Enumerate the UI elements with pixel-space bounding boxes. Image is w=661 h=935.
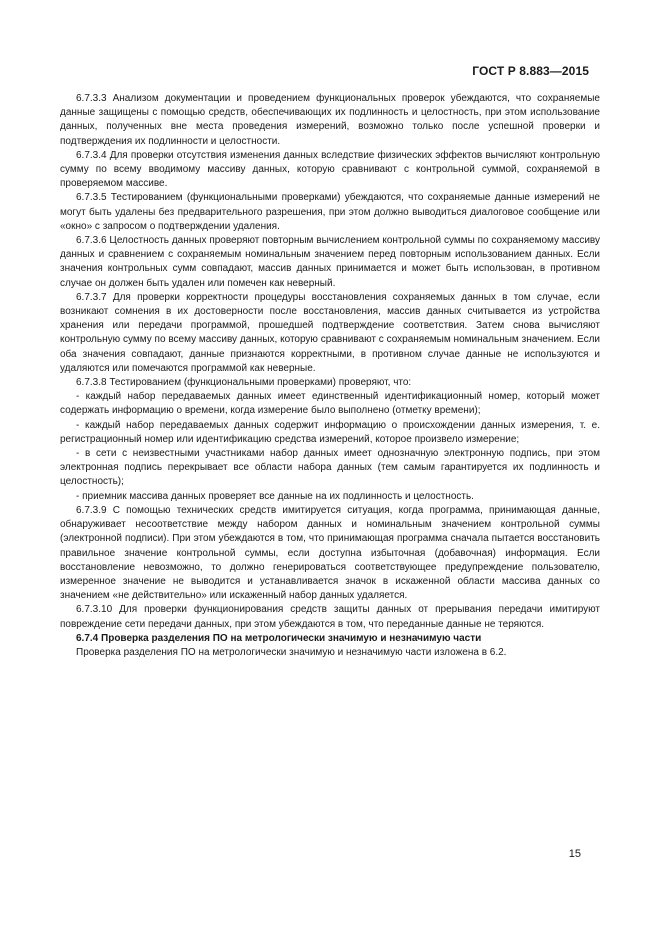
paragraph-6-7-3-6: 6.7.3.6 Целостность данных проверяют повторным вычислением контрольной суммы по сохраняемому массиву данных и сравнением с сохраняемым номинальным значением перед повторным использованием данных. Если значения контрольных сумм совпадают, массив данных принимается и может быть использован, в противном случае он должен быть удален или помечен как неверный. [60,235,600,289]
paragraph-6-7-3-4: 6.7.3.4 Для проверки отсутствия изменения данных вследствие физических эффектов вычисляют контрольную сумму по всему вводимому массиву данных, которую сравнивают с контрольной суммой, сохраняемой в проверяемом массиве. [60,149,600,190]
list-item: - каждый набор передаваемых данных содержит информацию о происхождении данных измерения, т. е. регистрационный номер или идентификацию средства измерений, которое произвело измерение; [60,419,600,445]
section-text-6-7-4: Проверка разделения ПО на метрологически значимую и незначимую части изложена в 6.2. [76,646,507,658]
page-number: 15 [568,848,581,860]
list-item: - приемник массива данных проверяет все данные на их подлинность и целостность. [76,490,474,502]
document-body [60,92,600,660]
section-heading-6-7-4: 6.7.4 Проверка разделения ПО на метрологически значимую и незначимую части [76,632,482,644]
paragraph-6-7-3-5: 6.7.3.5 Тестированием (функциональными проверками) убеждаются, что сохраняемые данные измерений не могут быть удалены без предварительного разрешения, при этом должно выводиться диалоговое сообщение или «окно» с запросом о подтверждении удаления. [60,192,600,232]
document-code: ГОСТ Р 8.883—2015 [472,64,589,78]
list-item: - в сети с неизвестными участниками набор данных имеет однозначную электронную подпись, при этом электронная подпись перекрывает все области набора данных (тем самым гарантируется их подлинность и целостность); [60,448,600,488]
paragraph-6-7-3-7: 6.7.3.7 Для проверки корректности процедуры восстановления сохраняемых данных в том случае, если возникают сомнения в их достоверности после восстановления, массив данных считывается из устройства хранения или передачи программой, прошедшей подтверждение соответствия. Затем снова вычисляют контрольную сумму по всему массиву данных, которую сравнивают с сохраняемым номинальным значением. Если оба значения совпадают, данные признаются корректными, в противном случае данные не используются и удаляются или помечаются программой как неверные. [60,291,600,374]
list-item: - каждый набор передаваемых данных имеет единственный идентификационный номер, который может содержать информацию о времени, когда измерение было выполнено (отметку времени); [60,391,600,417]
paragraph-6-7-3-3: 6.7.3.3 Анализом документации и проведением функциональных проверок убеждаются, что сохраняемые данные защищены с помощью средств, обеспечивающих их подлинность и целостность, при этом использование данных, полученных вне места проведения измерений, возможно только после успешной проверки и подтверждения их подлинности и целостности. [60,93,600,147]
paragraph-6-7-3-8: 6.7.3.8 Тестированием (функциональными проверками) проверяют, что: [76,377,412,389]
paragraph-6-7-3-9: 6.7.3.9 С помощью технических средств имитируется ситуация, когда программа, принимающая данные, обнаруживает несоответствие между набором данных и номинальным значением контрольной суммы (электронной подписи). При этом убеждаются в том, что принимающая программа сначала пытается восстановить правильное значение контрольной суммы, если доступна избыточная (добавочная) информация. Если восстановление невозможно, то должно генерироваться соответствующее предупреждение пользователю, измеренное значение не выводится и устанавливается значок в искаженной области массива данных со значением «не действительно» или искаженный набор данных удаляется. [60,504,600,602]
paragraph-6-7-3-10: 6.7.3.10 Для проверки функционирования средств защиты данных от прерывания передачи имитируют повреждение сети передачи данных, при этом убеждаются в том, что переданные данные не теряются. [60,604,600,630]
